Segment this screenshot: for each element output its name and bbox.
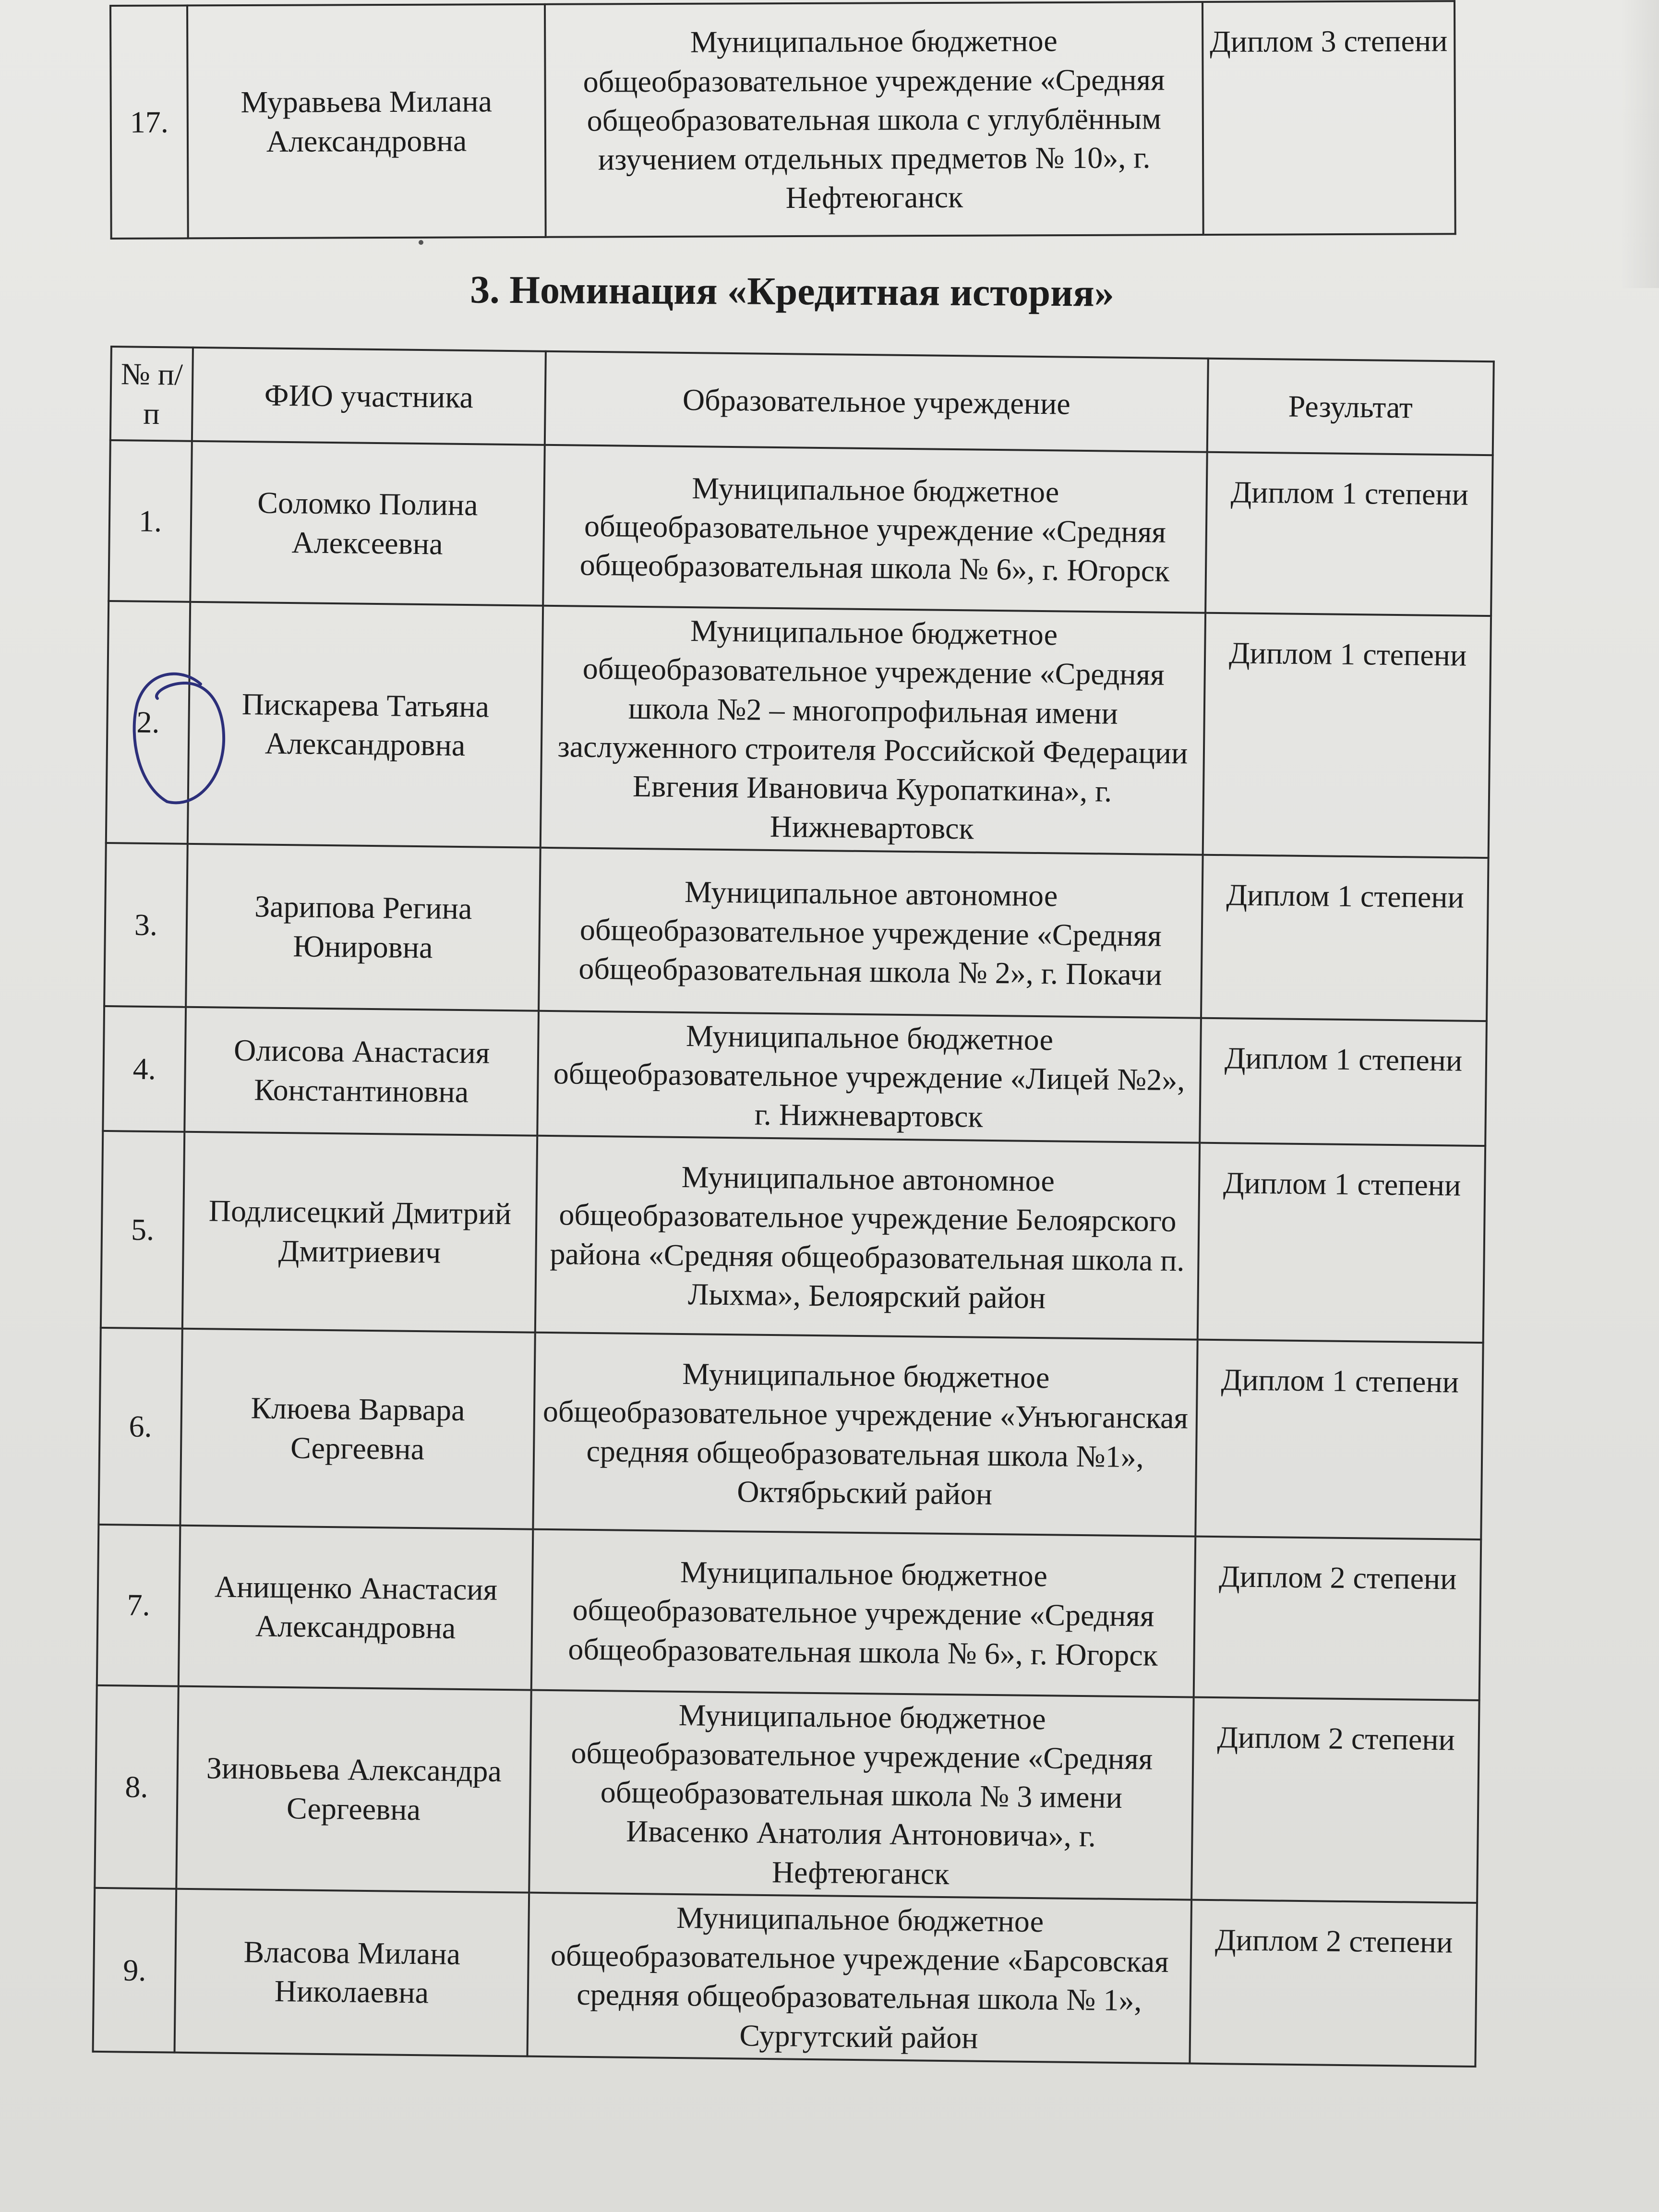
row-number: 7. <box>97 1524 180 1686</box>
row-number: 1. <box>108 440 192 602</box>
header-num: № п/п <box>110 347 193 441</box>
school-name: Муниципальное бюджетное общеобразовательное учреждение «Лицей №2», г. Нижневартовск <box>537 1010 1201 1142</box>
school-name: Муниципальное бюджетное общеобразовательное учреждение «Средняя общеобразовательная школа № 6», г. Югорск <box>543 445 1207 613</box>
header-school: Образовательное учреждение <box>545 351 1208 452</box>
school-name: Муниципальное бюджетное общеобразовательное учреждение «Барсовская средняя общеобразовательная школа № 1», Сургутский район <box>527 1893 1191 2064</box>
table-row <box>103 1006 1487 1146</box>
table-row <box>95 1685 1479 1902</box>
school-name: Муниципальное автономное общеобразовательное учреждение Белоярского района «Средняя общеобразовательная школа п. Лыхма», Белоярский район <box>535 1135 1200 1339</box>
page-shadow <box>1621 0 1659 288</box>
table-row <box>110 1 1455 239</box>
row-number: 6. <box>98 1327 182 1525</box>
result: Диплом 1 степени <box>1198 1142 1485 1342</box>
paper-speck <box>419 240 423 245</box>
participant-name: Зарипова Регина Юнировна <box>186 843 541 1010</box>
result: Диплом 2 степени <box>1190 1899 1477 2066</box>
participant-name: Анищенко Анастасия Александровна <box>179 1525 533 1690</box>
school-name: Муниципальное автономное общеобразовательное учреждение «Средняя общеобразовательная школа № 2», г. Покачи <box>539 847 1203 1018</box>
school-name: Муниципальное бюджетное общеобразовательное учреждение «Унъюганская средняя общеобразовательная школа №1», Октябрьский район <box>533 1332 1197 1536</box>
result: Диплом 2 степени <box>1191 1697 1479 1903</box>
row-number: 8. <box>95 1685 179 1888</box>
result: Диплом 1 степени <box>1200 1018 1487 1145</box>
results-table <box>92 346 1495 2068</box>
table-row <box>108 440 1492 616</box>
participant-name: Подлисецкий Дмитрий Дмитриевич <box>182 1131 537 1332</box>
school-name: Муниципальное бюджетное общеобразовательное учреждение «Средняя общеобразовательная школа № 3 имени Ивасенко Анатолия Антоновича», г. Нефтеюганск <box>529 1690 1193 1899</box>
result: Диплом 2 степени <box>1194 1536 1481 1700</box>
row-number: 4. <box>103 1006 186 1132</box>
table-row <box>101 1131 1485 1343</box>
participant-name: Клюева Варвара Сергеевна <box>180 1328 535 1529</box>
table-row <box>93 1888 1478 2067</box>
header-result: Результат <box>1207 359 1494 455</box>
header-name: ФИО участника <box>192 348 546 445</box>
table-row <box>104 843 1489 1021</box>
participant-name: Пискарева Татьяна Александровна <box>188 602 543 848</box>
participant-name: Олисова Анастасия Константиновна <box>184 1007 539 1135</box>
table-header-row <box>110 347 1494 455</box>
participant-name: Зиновьева Александра Сергеевна <box>176 1686 531 1892</box>
participant-name: Соломко Полина Алексеевна <box>190 441 545 606</box>
result: Диплом 1 степени <box>1195 1339 1483 1539</box>
school-name: Муниципальное бюджетное общеобразовательное учреждение «Средняя школа №2 – многопрофильная имени заслуженного строителя Российской Федерации Евгения Ивановича Куропаткина», г. Нижневартовск <box>541 606 1205 854</box>
previous-table-tail <box>109 0 1456 240</box>
result: Диплом 1 степени <box>1201 854 1489 1021</box>
participant-name: Власова Милана Николаевна <box>175 1889 529 2056</box>
row-number: 2. <box>106 601 190 843</box>
participant-name: Муравьева Милана Александровна <box>187 4 546 239</box>
row-number: 9. <box>93 1888 177 2053</box>
result: Диплом 1 степени <box>1203 613 1491 858</box>
row-number: 3. <box>104 843 188 1007</box>
table-row <box>97 1524 1481 1700</box>
section-title: 3. Номинация «Кредитная история» <box>470 267 1114 315</box>
result: Диплом 1 степени <box>1205 452 1493 616</box>
school-name: Муниципальное бюджетное общеобразовательное учреждение «Средняя общеобразовательная школа № 6», г. Югорск <box>531 1529 1196 1697</box>
row-number: 17. <box>110 5 188 239</box>
school-name: Муниципальное бюджетное общеобразовательное учреждение «Средняя общеобразовательная школа с углублённым изучением отдельных предметов № 10», г. Нефтеюганск <box>545 2 1203 237</box>
result: Диплом 3 степени <box>1202 1 1455 235</box>
table-row <box>98 1327 1483 1539</box>
table-row <box>106 601 1491 858</box>
row-number: 5. <box>101 1131 184 1329</box>
